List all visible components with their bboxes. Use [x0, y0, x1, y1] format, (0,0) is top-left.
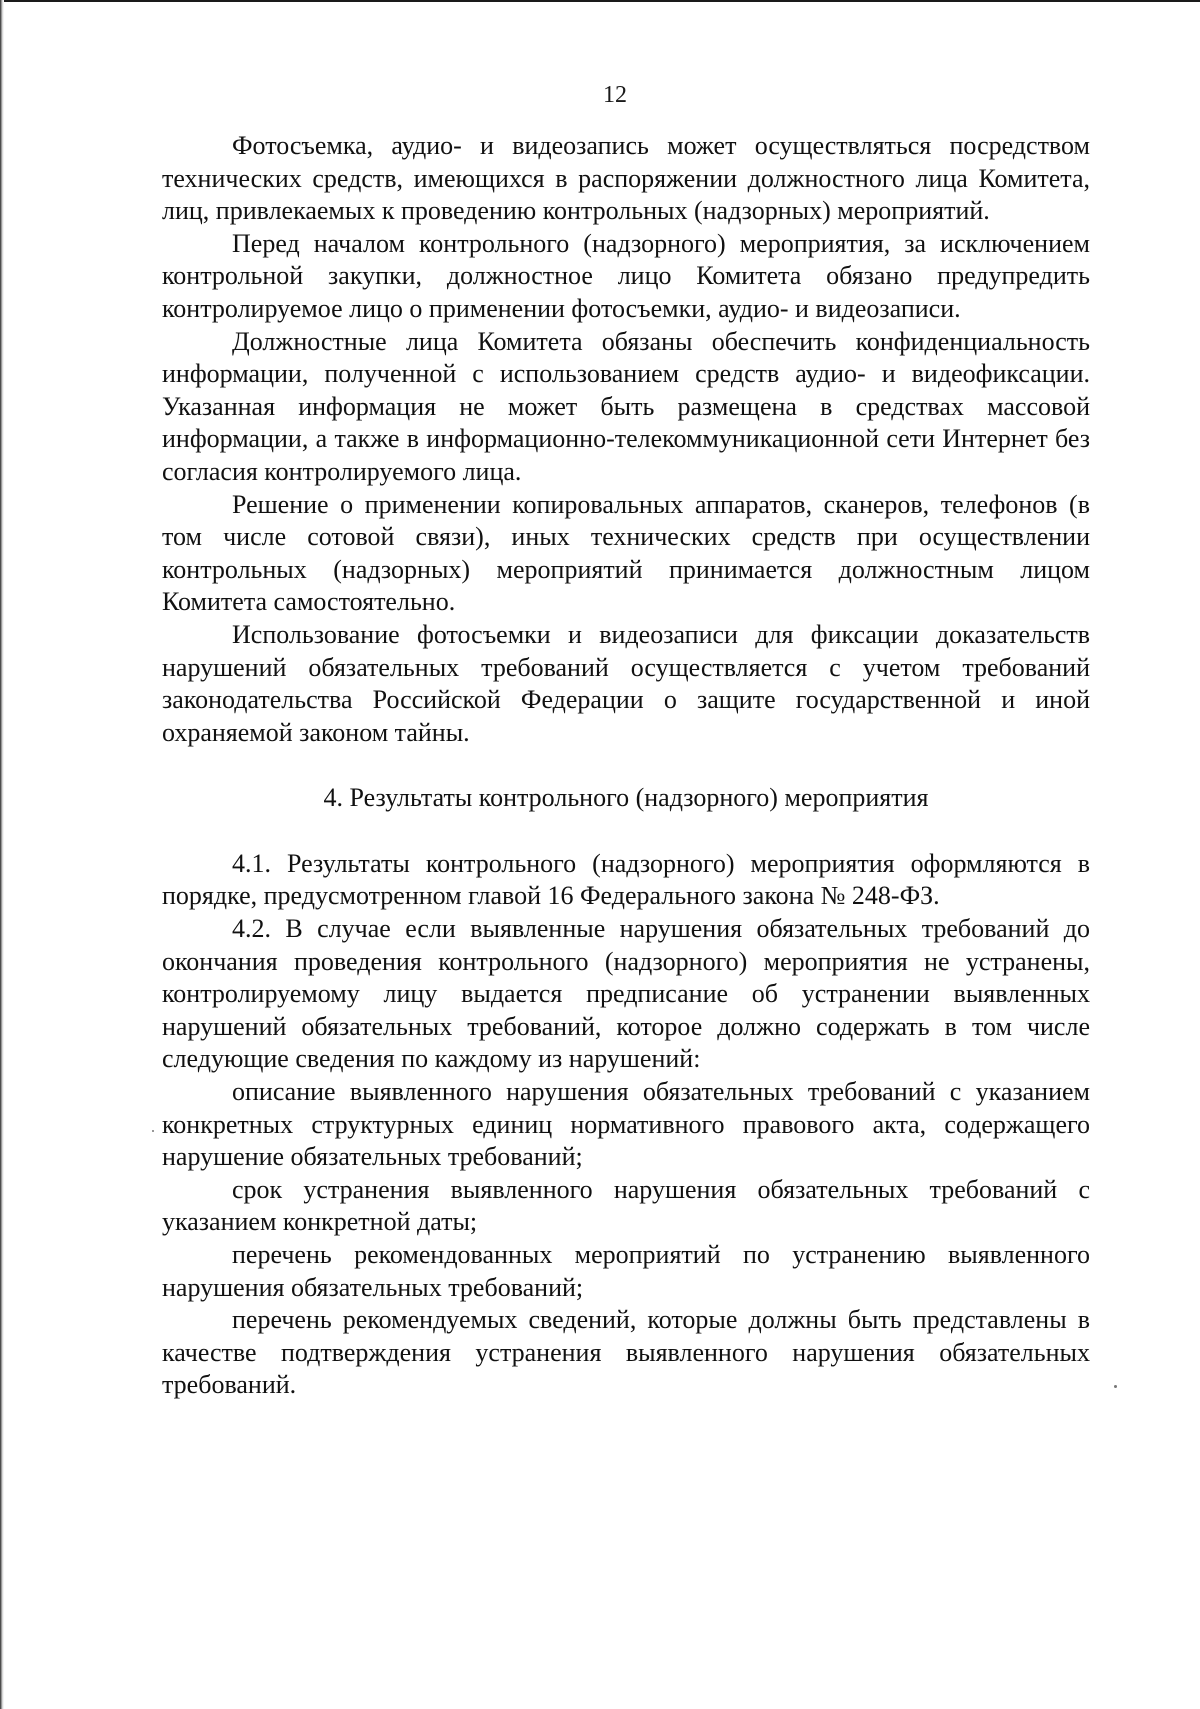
scan-edge-left	[0, 0, 4, 1709]
paragraph-warning-before-event: Перед началом контрольного (надзорного) мероприятия, за исключением контрольной закупки, должностное лицо Комитета обязано предупредить контролируемое лицо о применении фотосъемки, аудио- и видеозаписи.	[162, 228, 1090, 323]
document-body	[162, 130, 1090, 1402]
section-heading: 4. Результаты контрольного (надзорного) мероприятия	[323, 783, 929, 813]
list-item-recommended-information: перечень рекомендуемых сведений, которые должны быть представлены в качестве подтверждения устранения выявленного нарушения обязательных требований.	[162, 1305, 1090, 1400]
page-number: 12	[603, 82, 627, 108]
paragraph-4-1: 4.1. Результаты контрольного (надзорного) мероприятия оформляются в порядке, предусмотренном главой 16 Федерального закона № 248-ФЗ.	[162, 848, 1090, 911]
paragraph-copying-devices: Решение о применении копировальных аппаратов, сканеров, телефонов (в том числе сотовой связи), иных технических средств при осуществлении контрольных (надзорных) мероприятий принимается должностным лицом Комитета самостоятельно.	[162, 489, 1090, 617]
scan-speck	[1114, 1385, 1117, 1388]
list-item-violation-description: описание выявленного нарушения обязательных требований с указанием конкретных структурных единиц нормативного правового акта, содержащего нарушение обязательных требований;	[162, 1077, 1090, 1172]
paragraph-confidentiality: Должностные лица Комитета обязаны обеспечить конфиденциальность информации, полученной с использованием средств аудио- и видеофиксации. Указанная информация не может быть размещена в средствах массовой информации, а также в информационно-телекоммуникационной сети Интернет без согласия контролируемого лица.	[162, 326, 1090, 486]
scan-speck	[152, 1130, 154, 1132]
paragraph-evidence-use: Использование фотосъемки и видеозаписи для фиксации доказательств нарушений обязательных требований осуществляется с учетом требований законодательства Российской Федерации о защите государственной и иной охраняемой законом тайны.	[162, 619, 1090, 747]
list-item-elimination-deadline: срок устранения выявленного нарушения обязательных требований с указанием конкретной даты;	[162, 1174, 1090, 1237]
list-item-recommended-measures: перечень рекомендованных мероприятий по устранению выявленного нарушения обязательных требований;	[162, 1240, 1090, 1302]
paragraph-photo-recording: Фотосъемка, аудио- и видеозапись может осуществляться посредством технических средств, имеющихся в распоряжении должностного лица Комитета, лиц, привлекаемых к проведению контрольных (надзорных) мероприятий.	[162, 131, 1090, 226]
scan-edge-top	[0, 0, 1200, 2]
paragraph-4-2: 4.2. В случае если выявленные нарушения обязательных требований до окончания проведения контрольного (надзорного) мероприятия не устранены, контролируемому лицу выдается предписание об устранении выявленных нарушений обязательных требований, которое должно содержать в том числе следующие сведения по каждому из нарушений:	[162, 914, 1090, 1074]
